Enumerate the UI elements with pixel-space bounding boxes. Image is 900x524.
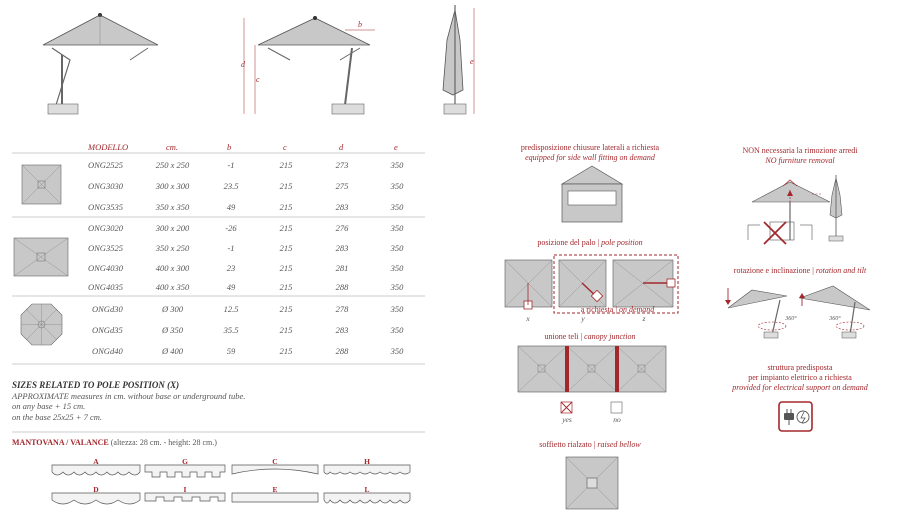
table-cell-model: ONG3525 bbox=[88, 243, 123, 253]
table-cell: 350 bbox=[390, 202, 404, 212]
valance-letter-c: C bbox=[272, 457, 278, 466]
col-header-d: d bbox=[339, 142, 344, 152]
table-cell: -26 bbox=[225, 223, 237, 233]
deg-label-2: 360° bbox=[829, 316, 841, 322]
table-cell: 276 bbox=[335, 223, 349, 233]
table-cell: 350 bbox=[390, 282, 404, 292]
table-cell: 350 bbox=[390, 223, 404, 233]
col-header-b: b bbox=[227, 142, 232, 152]
valance-title: MANTOVANA / VALANCE bbox=[12, 438, 109, 447]
table-cell: Ø 300 bbox=[161, 304, 183, 314]
pole-position-en: pole position bbox=[601, 238, 643, 247]
label-d: d bbox=[241, 60, 245, 69]
on-demand-it: a richiesta | bbox=[580, 305, 619, 314]
valance-letter-e: E bbox=[272, 485, 278, 494]
table-cell: -1 bbox=[227, 243, 235, 253]
table-cell: 215 bbox=[279, 223, 293, 233]
table-cell: 350 bbox=[390, 181, 404, 191]
notes-line-2: on any base + 15 cm. bbox=[12, 401, 86, 411]
pole-label-z: z bbox=[642, 314, 646, 323]
table-cell: 215 bbox=[279, 202, 293, 212]
side-wall-en: equipped for side wall fitting on demand bbox=[525, 153, 655, 162]
table-cell: 23.5 bbox=[223, 181, 239, 191]
table-cell: 12.5 bbox=[223, 304, 239, 314]
rotation-it: rotazione e inclinazione | bbox=[733, 266, 816, 275]
table-cell: 283 bbox=[335, 243, 349, 253]
pole-label-y: y bbox=[581, 314, 585, 323]
table-cell: 400 x 300 bbox=[155, 263, 190, 273]
valance-letter-l: L bbox=[364, 485, 370, 494]
table-cell: Ø 350 bbox=[161, 325, 183, 335]
table-cell: 275 bbox=[335, 181, 349, 191]
furniture-it: NON necessaria la rimozione arredi bbox=[742, 146, 858, 155]
table-cell: 350 bbox=[390, 243, 404, 253]
valance-letter-a: A bbox=[93, 457, 99, 466]
table-cell: 300 x 300 bbox=[155, 181, 190, 191]
table-cell: -1 bbox=[227, 160, 235, 170]
table-cell: 23 bbox=[226, 263, 236, 273]
table-cell: 215 bbox=[279, 325, 293, 335]
table-cell: 215 bbox=[279, 243, 293, 253]
table-cell: 215 bbox=[279, 160, 293, 170]
table-cell-model: ONG4030 bbox=[88, 263, 123, 273]
label-b: b bbox=[358, 20, 362, 29]
notes-line-3: on the base 25x25 + 7 cm. bbox=[12, 411, 103, 422]
table-cell-model: ONG3030 bbox=[88, 181, 123, 191]
col-header-modello: MODELLO bbox=[88, 142, 129, 152]
table-cell: 350 x 250 bbox=[155, 243, 190, 253]
col-header-cm: cm. bbox=[166, 142, 179, 152]
table-cell: 250 x 250 bbox=[155, 160, 190, 170]
table-cell: 281 bbox=[335, 263, 349, 273]
valance-letter-h: H bbox=[364, 457, 370, 466]
on-demand-en: on demand bbox=[618, 305, 655, 314]
table-cell: 350 bbox=[390, 304, 404, 314]
table-cell: 59 bbox=[226, 346, 236, 356]
table-cell-model: ONGd35 bbox=[92, 325, 123, 335]
col-header-e: e bbox=[394, 142, 398, 152]
table-cell: 49 bbox=[226, 282, 236, 292]
canopy-yes: yes bbox=[562, 415, 572, 424]
table-cell: 273 bbox=[335, 160, 349, 170]
table-cell: 350 bbox=[390, 325, 404, 335]
label-e: e bbox=[470, 57, 474, 66]
table-cell: 215 bbox=[279, 181, 293, 191]
valance-subtitle: (altezza: 28 cm. - height: 28 cm.) bbox=[110, 438, 217, 447]
side-wall-it: predisposizione chiusure laterali a richiesta bbox=[520, 143, 660, 152]
table-cell-model: ONG3535 bbox=[88, 202, 123, 212]
table-cell: 283 bbox=[335, 325, 349, 335]
label-c: c bbox=[256, 75, 260, 84]
canopy-no: no bbox=[613, 415, 621, 424]
table-cell: 215 bbox=[279, 282, 293, 292]
furniture-en: NO furniture removal bbox=[765, 156, 835, 165]
table-cell: 278 bbox=[335, 304, 349, 314]
notes-line-1: APPROXIMATE measures in cm. without base or underground tube. bbox=[12, 390, 246, 401]
table-cell-model: ONG2525 bbox=[88, 160, 123, 170]
table-cell: Ø 400 bbox=[161, 346, 183, 356]
valance-letter-g: G bbox=[182, 457, 188, 466]
table-cell: 49 bbox=[226, 202, 236, 212]
deg-label-1: 360° bbox=[785, 316, 797, 322]
table-cell: 283 bbox=[335, 202, 349, 212]
table-cell: 300 x 200 bbox=[155, 223, 190, 233]
table-cell: 288 bbox=[335, 346, 349, 356]
table-cell: 350 bbox=[390, 263, 404, 273]
rotation-en: rotation and tilt bbox=[815, 266, 867, 275]
pole-label-x: x bbox=[526, 314, 530, 323]
valance-letter-i: I bbox=[183, 485, 187, 494]
table-cell: 215 bbox=[279, 304, 293, 314]
table-cell: 288 bbox=[335, 282, 349, 292]
col-header-c: c bbox=[283, 142, 287, 152]
table-cell-model: ONG3020 bbox=[88, 223, 123, 233]
canopy-en: canopy junction bbox=[584, 332, 636, 341]
canopy-it: unione teli | bbox=[544, 332, 585, 341]
table-cell: 350 bbox=[390, 346, 404, 356]
table-cell: 215 bbox=[279, 263, 293, 273]
bellow-en: raised bellow bbox=[597, 440, 641, 449]
table-cell: 400 x 350 bbox=[155, 282, 190, 292]
table-cell: 350 bbox=[390, 160, 404, 170]
notes-title: SIZES RELATED TO POLE POSITION (X) bbox=[12, 380, 180, 390]
electric-it-2: per impianto elettrico a richiesta bbox=[748, 373, 852, 382]
table-cell-model: ONG4035 bbox=[88, 282, 123, 292]
table-cell: 350 x 350 bbox=[155, 202, 190, 212]
electric-en: provided for electrical support on demand bbox=[732, 383, 868, 392]
table-cell: 215 bbox=[279, 346, 293, 356]
table-cell-model: ONGd40 bbox=[92, 346, 123, 356]
table-cell-model: ONGd30 bbox=[92, 304, 123, 314]
pole-position-it: posizione del palo | bbox=[537, 238, 602, 247]
valance-letter-d: D bbox=[93, 485, 99, 494]
table-cell: 35.5 bbox=[223, 325, 239, 335]
electric-it-1: struttura predisposta bbox=[767, 363, 833, 372]
bellow-it: soffietto rialzato | bbox=[539, 440, 598, 449]
